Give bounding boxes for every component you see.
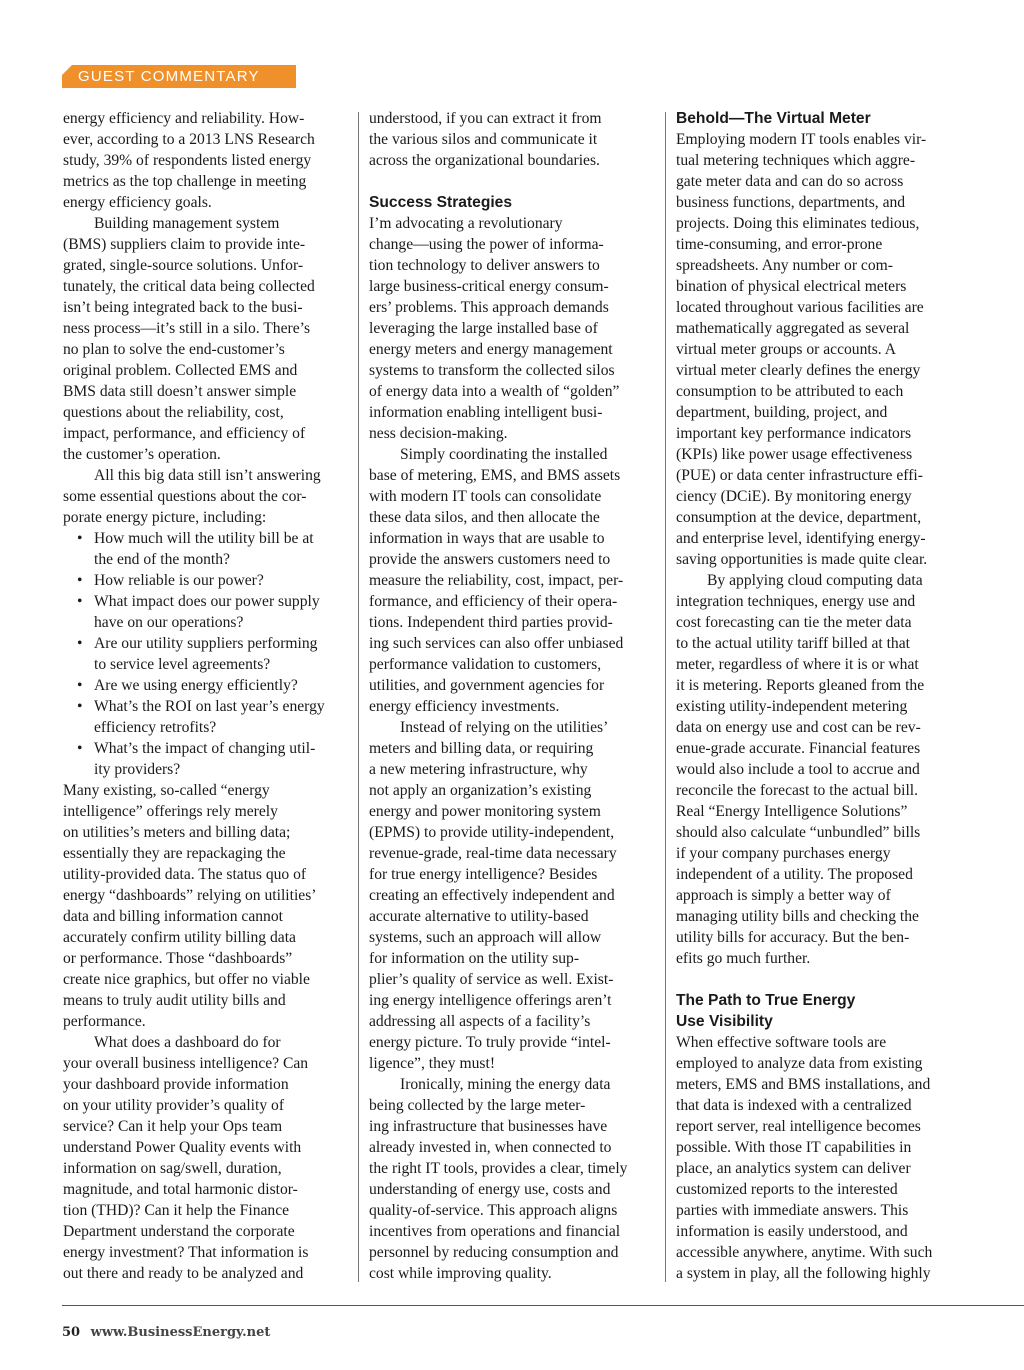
body-text-line: the customer’s operation. — [63, 446, 221, 463]
body-text-line: information in ways that are usable to — [369, 530, 605, 547]
body-text-line: meters and billing data, or requiring — [369, 740, 594, 757]
body-text-line: not apply an organization’s existing — [369, 782, 592, 799]
bullet-text: have on our operations? — [94, 614, 244, 631]
body-text-line: original problem. Collected EMS and — [63, 362, 298, 379]
page-number: 50 — [62, 1325, 81, 1340]
page-footer — [62, 1325, 270, 1341]
body-text-line: place, an analytics system can deliver — [676, 1160, 911, 1177]
body-text-line: ness process—it’s still in a silo. There’s — [63, 320, 311, 337]
body-text-line: cost while improving quality. — [369, 1265, 552, 1282]
body-text-line: out there and ready to be analyzed and — [63, 1265, 304, 1282]
bullet-text: How reliable is our power? — [94, 572, 264, 589]
body-text-line: creating an effectively independent and — [369, 887, 615, 904]
body-text-line: porate energy picture, including: — [63, 509, 267, 526]
body-text-line: meter, regardless of where it is or what — [676, 656, 919, 673]
body-text-line: energy efficiency and reliability. How- — [63, 110, 305, 127]
body-text-line: accessible anywhere, anytime. With such — [676, 1244, 933, 1261]
bullet-marker: • — [77, 593, 83, 610]
body-text-line: incentives from operations and financial — [369, 1223, 621, 1240]
body-text-line: information on sag/swell, duration, — [63, 1160, 282, 1177]
body-text-line: approach is simply a better way of — [676, 887, 891, 904]
body-text-line: utilities, and government agencies for — [369, 677, 605, 694]
body-text-line: performance validation to customers, — [369, 656, 602, 673]
body-text-line: accurately confirm utility billing data — [63, 929, 296, 946]
body-text-line: managing utility bills and checking the — [676, 908, 919, 925]
body-text-line: change—using the power of informa- — [369, 236, 604, 253]
body-text-line: Real “Energy Intelligence Solutions” — [676, 803, 908, 820]
body-text-line: Instead of relying on the utilities’ — [400, 719, 609, 736]
body-text-line: quality-of-service. This approach aligns — [369, 1202, 618, 1219]
body-text-line: possible. With those IT capabilities in — [676, 1139, 912, 1156]
body-text-line: data on energy use and cost can be rev- — [676, 719, 921, 736]
body-text-line: on your utility provider’s quality of — [63, 1097, 285, 1114]
body-text-line: spreadsheets. Any number or com- — [676, 257, 893, 274]
body-text-line: Ironically, mining the energy data — [400, 1076, 611, 1093]
body-text-line: essentially they are repackaging the — [63, 845, 286, 862]
body-text-line: located throughout various facilities are — [676, 299, 924, 316]
body-text-line: tual metering techniques which aggre- — [676, 152, 916, 169]
footer-rule — [62, 1305, 1024, 1306]
body-text-line: large business-critical energy consum- — [369, 278, 609, 295]
section-heading: Behold—The Virtual Meter — [676, 110, 871, 127]
bullet-text: Are we using energy efficiently? — [94, 677, 298, 694]
body-text-line: saving opportunities is made quite clear. — [676, 551, 928, 568]
body-text-line: projects. Doing this eliminates tedious, — [676, 215, 920, 232]
body-text-line: efits go much further. — [676, 950, 811, 967]
bullet-item-line — [63, 654, 353, 675]
body-text-line: information is easily understood, and — [676, 1223, 908, 1240]
paragraph-gap — [676, 969, 964, 990]
body-text-line: tion (THD)? Can it help the Finance — [63, 1202, 290, 1219]
body-text-line: ing infrastructure that businesses have — [369, 1118, 608, 1135]
body-text-line: metrics as the top challenge in meeting — [63, 173, 307, 190]
body-text-line: ing energy intelligence offerings aren’t — [369, 992, 612, 1009]
bullet-item-line — [63, 675, 353, 696]
body-text-line: isn’t being integrated back to the busi- — [63, 299, 303, 316]
body-text-line: questions about the reliability, cost, — [63, 404, 284, 421]
body-text-line: provide the answers customers need to — [369, 551, 611, 568]
bullet-item-line — [63, 570, 353, 591]
body-text-line: formance, and efficiency of their opera- — [369, 593, 618, 610]
body-text-line: (PUE) or data center infrastructure effi- — [676, 467, 923, 484]
body-text-line: business functions, departments, and — [676, 194, 906, 211]
body-text-line: What does a dashboard do for — [94, 1034, 281, 1051]
bullet-marker: • — [77, 740, 83, 757]
body-text-line: ness decision-making. — [369, 425, 508, 442]
body-text-line: plier’s quality of service as well. Exist- — [369, 971, 614, 988]
body-text-line: energy meters and energy management — [369, 341, 613, 358]
bullet-marker: • — [77, 530, 83, 547]
bullet-text: the end of the month? — [94, 551, 230, 568]
body-text-line: systems, such an approach will allow — [369, 929, 602, 946]
body-text-line: Many existing, so-called “energy — [63, 782, 270, 799]
bullet-item-line — [63, 612, 353, 633]
bullet-marker: • — [77, 677, 83, 694]
bullet-marker: • — [77, 635, 83, 652]
bullet-item-line — [63, 528, 353, 549]
body-text-line: customized reports to the interested — [676, 1181, 898, 1198]
body-text-line: or performance. Those “dashboards” — [63, 950, 293, 967]
body-text-line: employed to analyze data from existing — [676, 1055, 923, 1072]
body-text-line: utility bills for accuracy. But the ben- — [676, 929, 910, 946]
body-text-line: Building management system — [94, 215, 280, 232]
body-text-line: existing utility-independent metering — [676, 698, 908, 715]
body-text-line: for true energy intelligence? Besides — [369, 866, 598, 883]
body-text-line: (EPMS) to provide utility-independent, — [369, 824, 615, 841]
body-text-line: grated, single-source solutions. Unfor- — [63, 257, 304, 274]
body-text-line: magnitude, and total harmonic distor- — [63, 1181, 298, 1198]
body-text-line: understand Power Quality events with — [63, 1139, 302, 1156]
body-text-line: a system in play, all the following highly — [676, 1265, 931, 1282]
body-text-line: energy efficiency investments. — [369, 698, 560, 715]
body-text-line: gate meter data and can do so across — [676, 173, 904, 190]
bullet-marker: • — [77, 572, 83, 589]
bullet-text: What impact does our power supply — [94, 593, 320, 610]
body-text-line: Department understand the corporate — [63, 1223, 295, 1240]
bullet-text: What’s the impact of changing util- — [94, 740, 316, 757]
body-text-line: energy and power monitoring system — [369, 803, 601, 820]
body-text-line: should also calculate “unbundled” bills — [676, 824, 921, 841]
bullet-text: How much will the utility bill be at — [94, 530, 314, 547]
body-text-line: (KPIs) like power usage effectiveness — [676, 446, 913, 463]
bullet-item-line — [63, 549, 353, 570]
bullet-item-line — [63, 633, 353, 654]
bullet-text: Are our utility suppliers performing — [94, 635, 318, 652]
body-text-line: ers’ problems. This approach demands — [369, 299, 609, 316]
bullet-text: to service level agreements? — [94, 656, 271, 673]
article-column-2 — [369, 108, 657, 1284]
bullet-item-line — [63, 738, 353, 759]
body-text-line: ligence”, they must! — [369, 1055, 496, 1072]
body-text-line: report server, real intelligence becomes — [676, 1118, 921, 1135]
body-text-line: Employing modern IT tools enables vir- — [676, 131, 927, 148]
body-text-line: integration techniques, energy use and — [676, 593, 916, 610]
body-text-line: BMS data still doesn’t answer simple — [63, 383, 297, 400]
body-text-line: consumption at the device, department, — [676, 509, 922, 526]
body-text-line: Simply coordinating the installed — [400, 446, 608, 463]
body-text-line: (BMS) suppliers claim to provide inte- — [63, 236, 306, 253]
article-column-3 — [676, 108, 964, 1284]
body-text-line: virtual meter groups or accounts. A — [676, 341, 896, 358]
body-text-line: with modern IT tools can consolidate — [369, 488, 602, 505]
body-text-line: study, 39% of respondents listed energy — [63, 152, 312, 169]
body-text-line: measure the reliability, cost, impact, per- — [369, 572, 624, 589]
body-text-line: When effective software tools are — [676, 1034, 887, 1051]
body-text-line: create nice graphics, but offer no viable — [63, 971, 310, 988]
bullet-item-line — [63, 717, 353, 738]
body-text-line: tion technology to deliver answers to — [369, 257, 600, 274]
body-text-line: already invested in, when connected to — [369, 1139, 612, 1156]
body-text-line: ever, according to a 2013 LNS Research — [63, 131, 315, 148]
body-text-line: means to truly audit utility bills and — [63, 992, 286, 1009]
bullet-item-line — [63, 696, 353, 717]
body-text-line: it is metering. Reports gleaned from the — [676, 677, 925, 694]
body-text-line: energy picture. To truly provide “intel- — [369, 1034, 611, 1051]
body-text-line: systems to transform the collected silos — [369, 362, 615, 379]
body-text-line: these data silos, and then allocate the — [369, 509, 600, 526]
body-text-line: personnel by reducing consumption and — [369, 1244, 619, 1261]
body-text-line: reconcile the forecast to the actual bill. — [676, 782, 919, 799]
body-text-line: if your company purchases energy — [676, 845, 891, 862]
body-text-line: understood, if you can extract it from — [369, 110, 602, 127]
body-text-line: on utilities’s meters and billing data; — [63, 824, 291, 841]
section-label: GUEST COMMENTARY — [78, 68, 260, 85]
body-text-line: understanding of energy use, costs and — [369, 1181, 611, 1198]
body-text-line: utility-provided data. The status quo of — [63, 866, 307, 883]
bullet-text: What’s the ROI on last year’s energy — [94, 698, 325, 715]
article-column-1 — [63, 108, 353, 1284]
body-text-line: to the actual utility tariff billed at that — [676, 635, 910, 652]
body-text-line: important key performance indicators — [676, 425, 912, 442]
body-text-line: time-consuming, and error-prone — [676, 236, 883, 253]
body-text-line: data and billing information cannot — [63, 908, 283, 925]
section-heading: The Path to True Energy — [676, 992, 856, 1009]
body-text-line: the various silos and communicate it — [369, 131, 598, 148]
body-text-line: virtual meter clearly defines the energy — [676, 362, 921, 379]
body-text-line: and enterprise level, identifying energy- — [676, 530, 926, 547]
body-text-line: some essential questions about the cor- — [63, 488, 307, 505]
bullet-item-line — [63, 591, 353, 612]
body-text-line: independent of a utility. The proposed — [676, 866, 913, 883]
bullet-marker: • — [77, 698, 83, 715]
body-text-line: of energy data into a wealth of “golden” — [369, 383, 620, 400]
body-text-line: By applying cloud computing data — [707, 572, 923, 589]
body-text-line: bination of physical electrical meters — [676, 278, 907, 295]
body-text-line: impact, performance, and efficiency of — [63, 425, 306, 442]
bullet-text: ity providers? — [94, 761, 181, 778]
body-text-line: no plan to solve the end-customer’s — [63, 341, 285, 358]
body-text-line: tunately, the critical data being collected — [63, 278, 315, 295]
body-text-line: ing such services can also offer unbiased — [369, 635, 624, 652]
body-text-line: energy “dashboards” relying on utilities’ — [63, 887, 317, 904]
paragraph-gap — [369, 171, 657, 192]
column-divider — [665, 112, 666, 1282]
body-text-line: energy investment? That information is — [63, 1244, 309, 1261]
bullet-text: efficiency retrofits? — [94, 719, 217, 736]
body-text-line: addressing all aspects of a facility’s — [369, 1013, 591, 1030]
body-text-line: service? Can it help your Ops team — [63, 1118, 283, 1135]
body-text-line: the right IT tools, provides a clear, timely — [369, 1160, 628, 1177]
body-text-line: leveraging the large installed base of — [369, 320, 598, 337]
body-text-line: revenue-grade, real-time data necessary — [369, 845, 617, 862]
body-text-line: cost forecasting can tie the meter data — [676, 614, 912, 631]
body-text-line: your dashboard provide information — [63, 1076, 289, 1093]
body-text-line: for information on the utility sup- — [369, 950, 580, 967]
body-text-line: energy efficiency goals. — [63, 194, 212, 211]
body-text-line: that data is indexed with a centralized — [676, 1097, 912, 1114]
body-text-line: information enabling intelligent busi- — [369, 404, 603, 421]
body-text-line: parties with immediate answers. This — [676, 1202, 909, 1219]
bullet-item-line — [63, 759, 353, 780]
body-text-line: being collected by the large meter- — [369, 1097, 586, 1114]
body-text-line: department, building, project, and — [676, 404, 888, 421]
body-text-line: performance. — [63, 1013, 146, 1030]
body-text-line: enue-grade accurate. Financial features — [676, 740, 921, 757]
body-text-line: All this big data still isn’t answering — [94, 467, 321, 484]
body-text-line: mathematically aggregated as several — [676, 320, 910, 337]
body-text-line: ciency (DCiE). By monitoring energy — [676, 488, 912, 505]
body-text-line: a new metering infrastructure, why — [369, 761, 588, 778]
body-text-line: I’m advocating a revolutionary — [369, 215, 563, 232]
body-text-line: across the organizational boundaries. — [369, 152, 600, 169]
body-text-line: your overall business intelligence? Can — [63, 1055, 309, 1072]
body-text-line: accurate alternative to utility-based — [369, 908, 589, 925]
body-text-line: meters, EMS and BMS installations, and — [676, 1076, 931, 1093]
section-heading: Success Strategies — [369, 194, 513, 211]
body-text-line: consumption to be attributed to each — [676, 383, 904, 400]
body-text-line: would also include a tool to accrue and — [676, 761, 920, 778]
body-text-line: intelligence” offerings rely merely — [63, 803, 278, 820]
body-text-line: tions. Independent third parties provid- — [369, 614, 613, 631]
body-text-line: base of metering, EMS, and BMS assets — [369, 467, 621, 484]
column-divider — [358, 112, 359, 1282]
section-heading: Use Visibility — [676, 1013, 773, 1030]
website-url: www.BusinessEnergy.net — [90, 1325, 271, 1340]
